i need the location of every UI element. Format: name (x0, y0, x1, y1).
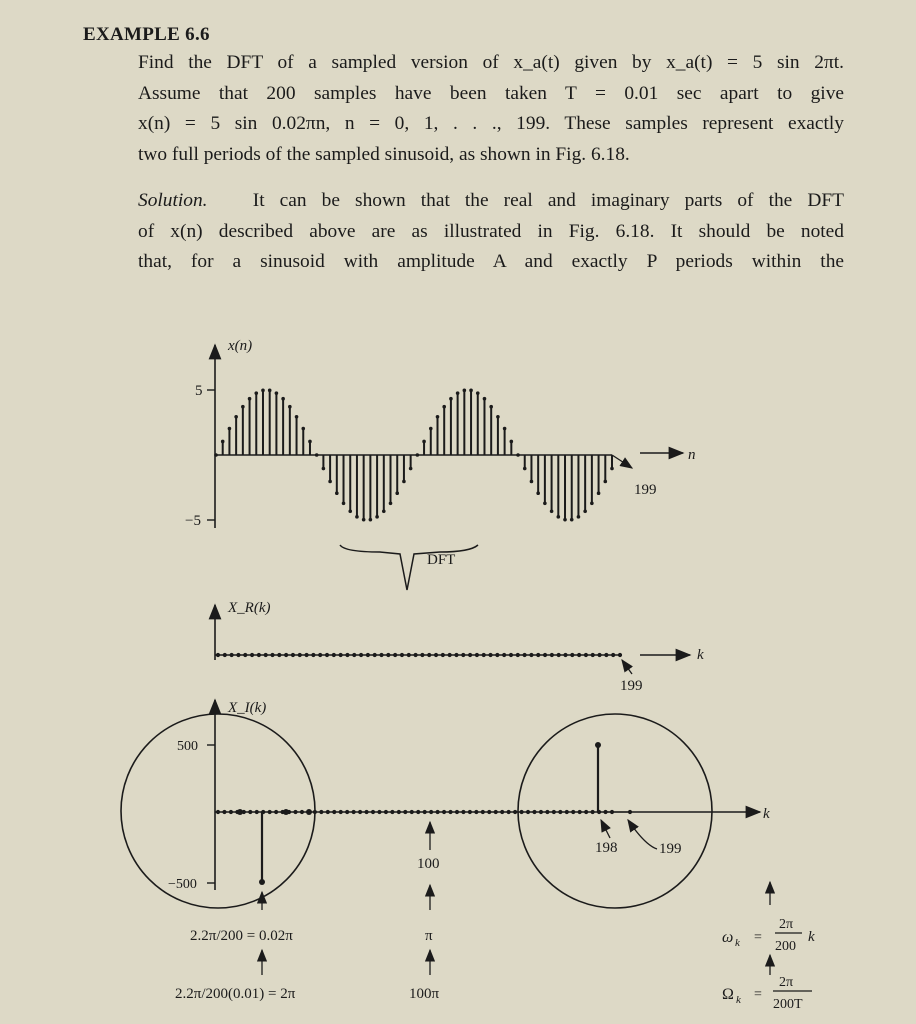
xr-dot (604, 653, 608, 657)
xr-dot (591, 653, 595, 657)
Omega-eq: = (754, 987, 762, 1002)
sample-dot (322, 467, 326, 471)
pointer-199-real (622, 660, 632, 674)
sample-dot (362, 518, 366, 522)
xr-dot (386, 653, 390, 657)
xi-dot (578, 810, 582, 814)
sample-dot (456, 391, 460, 395)
xr-dot (427, 653, 431, 657)
xi-dot (591, 810, 595, 814)
sample-dot (382, 509, 386, 513)
xi-dot (274, 810, 278, 814)
dot-k199 (595, 742, 601, 748)
pointer-199-imag (628, 820, 657, 849)
label-pi: π (425, 928, 433, 944)
xi-dot (377, 810, 381, 814)
x-n-label: x(n) (228, 338, 253, 354)
xi-dot (332, 810, 336, 814)
xi-dot (261, 810, 265, 814)
xr-dot (577, 653, 581, 657)
xi-dot (300, 810, 304, 814)
xr-dot (413, 653, 417, 657)
xr-label: X_R(k) (228, 600, 271, 616)
label-199-top: 199 (634, 482, 657, 498)
sample-dot (530, 480, 534, 484)
xr-dot (502, 653, 506, 657)
xi-dot (255, 810, 259, 814)
sample-dot (550, 509, 554, 513)
xi-dot (487, 810, 491, 814)
sample-dot (476, 391, 480, 395)
freq-label-2: 2.2π/200(0.01) = 2π (175, 986, 296, 1002)
Omega-num: 2π (779, 975, 794, 990)
ytick-5-label: 5 (195, 383, 203, 399)
xi-dot (339, 810, 343, 814)
sample-dot (429, 427, 433, 431)
xi-dot (429, 810, 433, 814)
sample-dot (228, 427, 232, 431)
solution-line-text: It can be shown that the real and imaginary parts of the DFT (252, 190, 844, 211)
xi-dot (558, 810, 562, 814)
sample-dot (221, 440, 225, 444)
xr-dot (304, 653, 308, 657)
sample-dot (557, 515, 561, 519)
xr-dot (461, 653, 465, 657)
xr-dot (359, 653, 363, 657)
sample-dot (241, 405, 245, 409)
xr-dot (543, 653, 547, 657)
sample-dot (315, 453, 319, 457)
problem-line: Find the DFT of a sampled version of x_a(t) given by x_a(t) = 5 sin 2πt. (138, 52, 844, 73)
xi-dot (455, 810, 459, 814)
time-domain-plot (185, 338, 696, 529)
xr-dot (611, 653, 615, 657)
solution-label: Solution. (138, 190, 208, 211)
sample-dot (268, 389, 272, 393)
sample-dot (563, 518, 567, 522)
dft-brace (340, 545, 478, 590)
xr-dot (441, 653, 445, 657)
sample-dot (442, 405, 446, 409)
Omega-symbol: Ω (722, 986, 734, 1003)
xi-dot (384, 810, 388, 814)
omega-eq: = (754, 930, 762, 945)
sample-dot (516, 453, 520, 457)
xi-dot-large (237, 809, 243, 815)
sample-dot (536, 491, 540, 495)
xi-dot (390, 810, 394, 814)
sample-dot (577, 515, 581, 519)
k-label-imag: k (763, 806, 770, 822)
pointer-199 (612, 455, 632, 468)
problem-line: Assume that 200 samples have been taken T = 0.01 sec apart to give (138, 82, 844, 104)
xi-dot (319, 810, 323, 814)
xi-dot (416, 810, 420, 814)
example-heading: EXAMPLE 6.6 (83, 24, 210, 45)
xi-dot-large (306, 809, 312, 815)
xr-dot (373, 653, 377, 657)
sample-dot (416, 453, 420, 457)
sample-dot (308, 440, 312, 444)
xi-dot (403, 810, 407, 814)
xr-dot (291, 653, 295, 657)
xr-dot (270, 653, 274, 657)
xi-label: X_I(k) (228, 700, 267, 716)
xi-dot (545, 810, 549, 814)
sample-dot (375, 515, 379, 519)
imaginary-part-plot (121, 700, 815, 1012)
xi-dot (352, 810, 356, 814)
sample-dot (261, 389, 265, 393)
xr-dot (420, 653, 424, 657)
xr-dot (257, 653, 261, 657)
xr-dot (488, 653, 492, 657)
sample-dot (463, 389, 467, 393)
xr-dot (325, 653, 329, 657)
xi-dot (597, 810, 601, 814)
xr-dot (379, 653, 383, 657)
xi-dot (229, 810, 233, 814)
xr-dot (516, 653, 520, 657)
xi-dot (448, 810, 452, 814)
xi-dot (364, 810, 368, 814)
xr-dot (536, 653, 540, 657)
xr-dot (482, 653, 486, 657)
sample-dot (422, 440, 426, 444)
xi-dot (565, 810, 569, 814)
xi-dot (571, 810, 575, 814)
xi-dot (268, 810, 272, 814)
label-199-real: 199 (620, 678, 643, 694)
sample-dot (248, 397, 252, 401)
omega-symbol: ω (722, 929, 734, 946)
xr-dot (216, 653, 220, 657)
xi-dot (610, 810, 614, 814)
omega-k: k (808, 929, 815, 945)
ytick-neg5-label: −5 (185, 513, 201, 529)
xi-dot (326, 810, 330, 814)
xr-dot (223, 653, 227, 657)
sample-dot (328, 480, 332, 484)
xi-dot (603, 810, 607, 814)
sample-dot (288, 405, 292, 409)
xr-dot (529, 653, 533, 657)
xr-dot (597, 653, 601, 657)
n-axis-label: n (688, 447, 696, 463)
xr-dot (400, 653, 404, 657)
xi-dot (513, 810, 517, 814)
sample-dot (503, 427, 507, 431)
xr-dot (495, 653, 499, 657)
xr-dot (475, 653, 479, 657)
xi-dot (474, 810, 478, 814)
xi-dot (313, 810, 317, 814)
dft-transform-bracket (340, 545, 478, 590)
sample-dot (335, 491, 339, 495)
xi-dot (539, 810, 543, 814)
xi-dot (293, 810, 297, 814)
sample-dot (436, 415, 440, 419)
pointer-198 (601, 820, 610, 838)
xr-dot (298, 653, 302, 657)
sample-dot (355, 515, 359, 519)
sample-dot (489, 405, 493, 409)
sample-dot (469, 389, 473, 393)
omega-num: 2π (779, 917, 794, 932)
xi-dot (584, 810, 588, 814)
xr-dot (311, 653, 315, 657)
ytick-neg500-label: −500 (168, 877, 197, 892)
xr-dot (393, 653, 397, 657)
sample-dot (234, 415, 238, 419)
sample-dot (409, 467, 413, 471)
xi-dot (526, 810, 530, 814)
xr-dot (277, 653, 281, 657)
xi-dot (371, 810, 375, 814)
sample-dot (369, 518, 373, 522)
problem-line: x(n) = 5 sin 0.02πn, n = 0, 1, . . ., 199. These samples represent exactly (138, 113, 844, 135)
sample-dot (214, 453, 218, 457)
sample-dot (402, 480, 406, 484)
sample-dot (570, 518, 574, 522)
xr-dot (557, 653, 561, 657)
sample-dot (389, 502, 393, 506)
xr-dot (339, 653, 343, 657)
problem-line: two full periods of the sampled sinusoid, as shown in Fig. 6.18. (138, 143, 630, 165)
xr-dot (230, 653, 234, 657)
xi-dot-large (283, 809, 289, 815)
label-198: 198 (595, 840, 618, 856)
xi-dot (481, 810, 485, 814)
xr-dot (345, 653, 349, 657)
real-part-plot (215, 600, 704, 694)
xr-dot (284, 653, 288, 657)
xr-dot (523, 653, 527, 657)
xi-dot (410, 810, 414, 814)
label-199-imag: 199 (659, 841, 682, 857)
xr-dot (618, 653, 622, 657)
xi-dot (436, 810, 440, 814)
xr-dot (448, 653, 452, 657)
xi-dot (358, 810, 362, 814)
xr-dot (563, 653, 567, 657)
xi-dot (532, 810, 536, 814)
xi-dot (507, 810, 511, 814)
sample-dot (583, 509, 587, 513)
xi-dot (423, 810, 427, 814)
xi-dot (248, 810, 252, 814)
sample-dot (301, 427, 305, 431)
xr-dot (264, 653, 268, 657)
ytick-500-label: 500 (177, 739, 198, 754)
freq-label-1: 2.2π/200 = 0.02π (190, 928, 293, 944)
k-label-real: k (697, 647, 704, 663)
xi-dot (222, 810, 226, 814)
xi-dot (397, 810, 401, 814)
sample-dot (483, 397, 487, 401)
xr-dot (509, 653, 513, 657)
xi-dot (500, 810, 504, 814)
xi-dot (461, 810, 465, 814)
solution-line: of x(n) described above are as illustrated in Fig. 6.18. It should be noted (138, 220, 844, 242)
omega-sub: k (735, 937, 740, 949)
label-100pi: 100π (409, 986, 440, 1002)
sample-dot (449, 397, 453, 401)
xr-dot (407, 653, 411, 657)
dft-label: DFT (427, 552, 456, 568)
xi-dot (442, 810, 446, 814)
xi-dot (628, 810, 632, 814)
xr-dot (318, 653, 322, 657)
sample-dot (275, 391, 279, 395)
sample-dot (496, 415, 500, 419)
xr-dot (550, 653, 554, 657)
xr-dot (243, 653, 247, 657)
xi-dot (552, 810, 556, 814)
xr-dot (434, 653, 438, 657)
xr-dot (236, 653, 240, 657)
omega-den: 200 (775, 939, 796, 954)
sample-dot (523, 467, 527, 471)
label-100: 100 (417, 856, 440, 872)
xr-dot (352, 653, 356, 657)
Omega-den: 200T (773, 997, 803, 1012)
xi-dot (468, 810, 472, 814)
xr-dot (468, 653, 472, 657)
xr-dot (366, 653, 370, 657)
sample-dot (295, 415, 299, 419)
Omega-sub: k (736, 994, 741, 1006)
sample-dot (590, 502, 594, 506)
xr-dot (454, 653, 458, 657)
xr-dot (584, 653, 588, 657)
xi-dot (345, 810, 349, 814)
dot-k1 (259, 879, 265, 885)
sample-dot (597, 491, 601, 495)
sample-dot (610, 467, 614, 471)
sample-dot (342, 502, 346, 506)
solution-line: that, for a sinusoid with amplitude A and exactly P periods within the (138, 251, 844, 273)
xi-dot (494, 810, 498, 814)
sample-dot (543, 502, 547, 506)
sample-dot (510, 440, 514, 444)
sample-dot (254, 391, 258, 395)
xi-dot (519, 810, 523, 814)
xi-dot (216, 810, 220, 814)
xr-dot (250, 653, 254, 657)
sample-dot (348, 509, 352, 513)
sample-dot (395, 491, 399, 495)
xr-dot (332, 653, 336, 657)
sample-dot (603, 480, 607, 484)
xr-dot (570, 653, 574, 657)
sample-dot (281, 397, 285, 401)
